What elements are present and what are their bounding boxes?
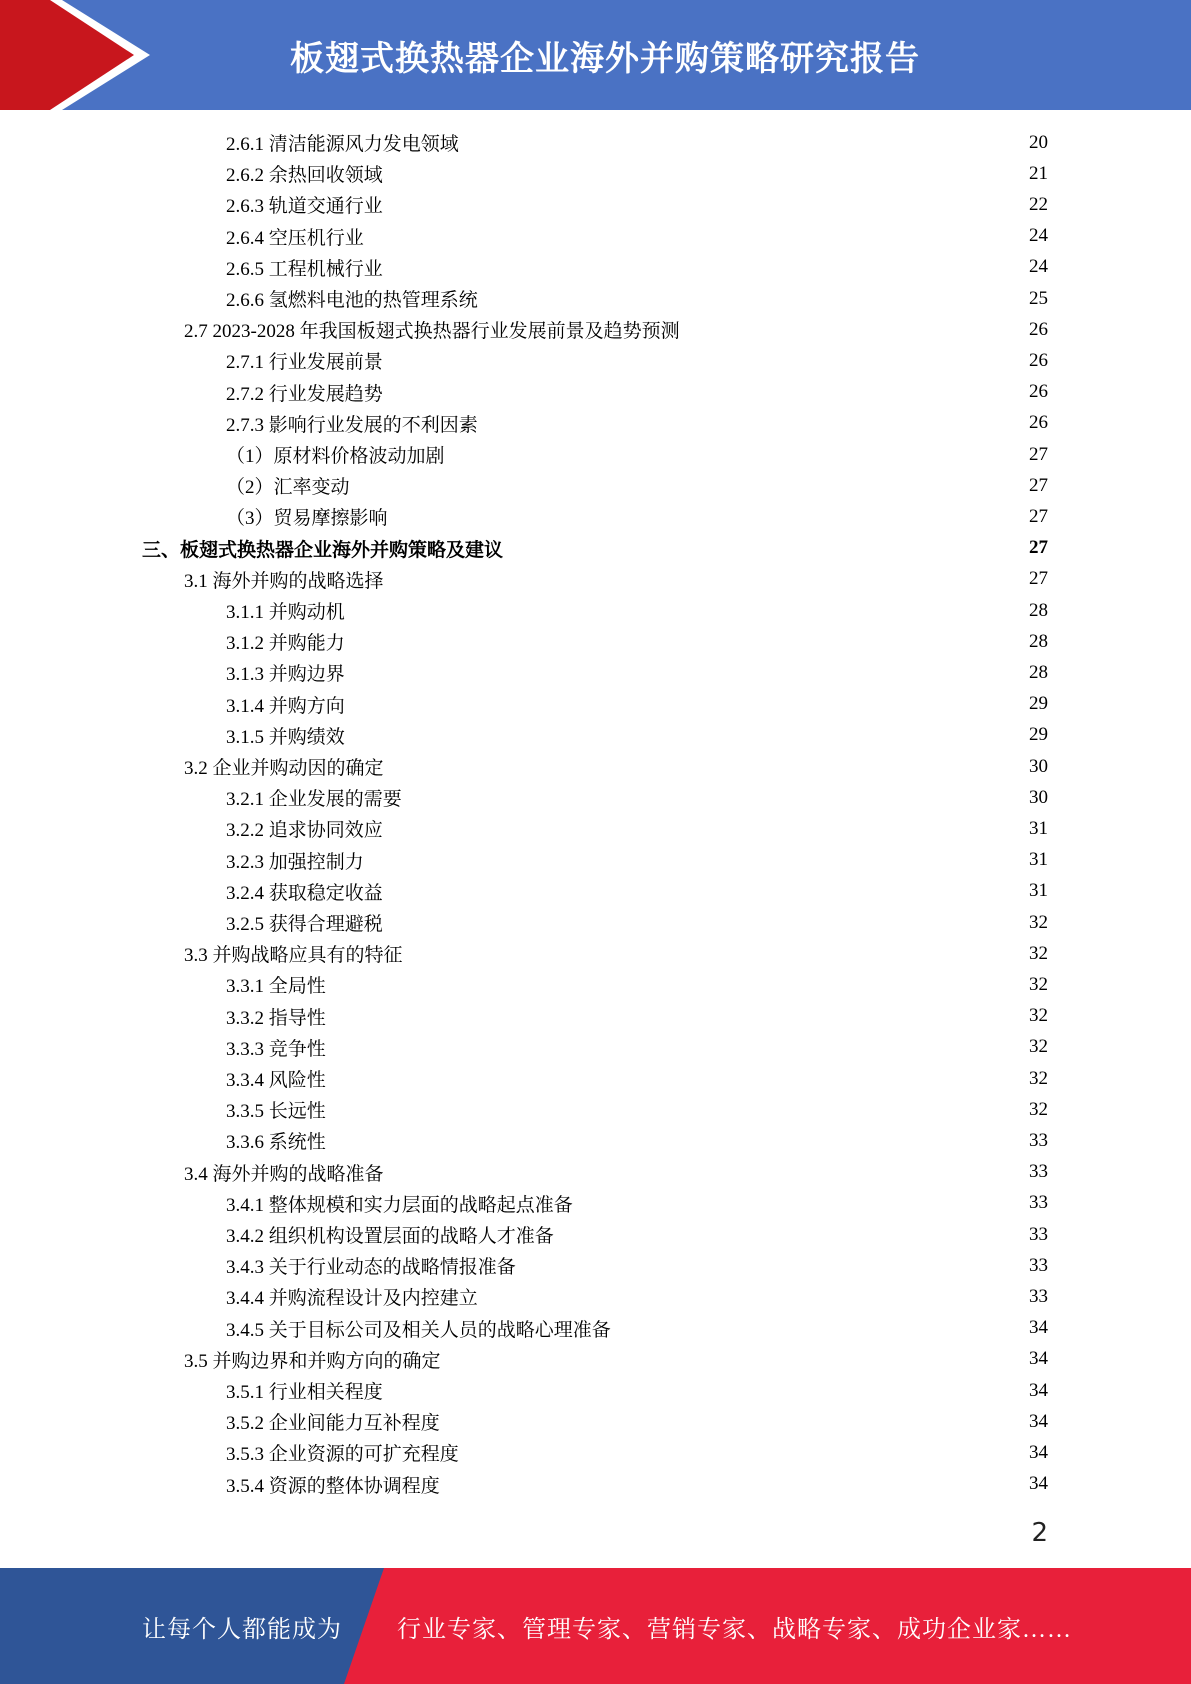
toc-entry-title: 3.5 并购边界和并购方向的确定 [184, 1350, 441, 1372]
toc-entry[interactable] [226, 595, 1048, 626]
toc-entry[interactable] [226, 626, 1048, 657]
toc-entry[interactable] [226, 845, 1048, 876]
toc-dot-leader [330, 1100, 1027, 1119]
toc-entry-title: 3.3.1 全局性 [226, 976, 326, 998]
toc-entry-title: 3.2.3 加强控制力 [226, 851, 364, 873]
toc-entry-title: 3.2.2 追求协同效应 [226, 820, 383, 842]
toc-entry-page: 33 [1029, 1285, 1048, 1307]
toc-entry-page: 34 [1029, 1348, 1048, 1370]
toc-dot-leader [387, 882, 1027, 901]
footer-band [0, 1568, 1191, 1684]
toc-dot-leader [615, 1319, 1027, 1338]
toc-dot-leader [387, 913, 1027, 932]
toc-entry-title: （2）汇率变动 [226, 477, 350, 499]
toc-dot-leader [387, 195, 1027, 214]
toc-entry-title: 3.3 并购战略应具有的特征 [184, 945, 403, 967]
footer-slogan-left: 让每个人都能成为 [142, 1616, 342, 1643]
toc-entry[interactable] [226, 1313, 1048, 1344]
toc-entry-page: 21 [1029, 162, 1048, 184]
toc-dot-leader [349, 663, 1027, 682]
toc-entry-title: 3.4.3 关于行业动态的战略情报准备 [226, 1257, 516, 1279]
toc-entry-page: 32 [1029, 911, 1048, 933]
toc-entry-title: 3.4.5 关于目标公司及相关人员的战略心理准备 [226, 1319, 611, 1341]
toc-entry[interactable] [226, 907, 1048, 938]
toc-entry[interactable] [226, 969, 1048, 1000]
toc-entry[interactable] [226, 1250, 1048, 1281]
toc-dot-leader [368, 227, 1027, 246]
toc-dot-leader [463, 1443, 1027, 1462]
header-band [0, 0, 1191, 110]
toc-entry-title: 2.6.2 余热回收领域 [226, 165, 383, 187]
toc-entry-title: 3.4.1 整体规模和实力层面的战略起点准备 [226, 1194, 573, 1216]
toc-dot-leader [349, 726, 1027, 745]
toc-entry-page: 34 [1029, 1441, 1048, 1463]
toc-entry[interactable] [226, 1219, 1048, 1250]
toc-dot-leader [482, 414, 1027, 433]
toc-entry-title: 3.5.4 资源的整体协调程度 [226, 1475, 440, 1497]
toc-entry-title: 3.1 海外并购的战略选择 [184, 570, 384, 592]
toc-entry-page: 34 [1029, 1473, 1048, 1495]
toc-entry-page: 34 [1029, 1410, 1048, 1432]
toc-entry-title: 3.2 企业并购动因的确定 [184, 758, 384, 779]
toc-entry[interactable] [226, 1437, 1048, 1468]
toc-entry-title: 3.2.5 获得合理避税 [226, 914, 383, 935]
toc-entry-page: 32 [1029, 1098, 1048, 1120]
toc-entry-title: 3.4.2 组织机构设置层面的战略人才准备 [226, 1226, 554, 1247]
toc-entry-title: 3.2.1 企业发展的需要 [226, 789, 402, 811]
toc-dot-leader [330, 1069, 1027, 1088]
toc-entry-title: 3.4.4 并购流程设计及内控建立 [226, 1288, 478, 1310]
toc-entry[interactable] [226, 1063, 1048, 1094]
toc-entry-title: 3.5.3 企业资源的可扩充程度 [226, 1444, 459, 1466]
toc-entry-page: 27 [1029, 505, 1048, 527]
toc-dot-leader [387, 383, 1027, 402]
toc-dot-leader [482, 1287, 1027, 1306]
toc-entry-page: 24 [1029, 256, 1048, 278]
toc-entry-page: 33 [1029, 1254, 1048, 1276]
toc-entry[interactable] [226, 1188, 1048, 1219]
toc-entry-title: 3.1.4 并购方向 [226, 695, 345, 717]
toc-entry[interactable] [226, 1125, 1048, 1156]
toc-dot-leader [349, 601, 1027, 620]
toc-entry[interactable] [226, 876, 1048, 907]
toc-entry-page: 28 [1029, 630, 1048, 652]
toc-entry[interactable] [184, 751, 1048, 782]
toc-entry[interactable] [226, 377, 1048, 408]
toc-entry-title: 3.1.3 并购边界 [226, 664, 345, 686]
toc-entry[interactable] [226, 1094, 1048, 1125]
toc-entry-title: 3.5.1 行业相关程度 [226, 1382, 383, 1403]
toc-entry-page: 24 [1029, 225, 1048, 247]
toc-entry-page: 26 [1029, 381, 1048, 403]
toc-dot-leader [507, 539, 1027, 558]
toc-entry-page: 31 [1029, 880, 1048, 902]
toc-entry-title: （1）原材料价格波动加剧 [226, 446, 445, 467]
page-number: 2 [1031, 1518, 1048, 1548]
toc-entry-page: 25 [1029, 287, 1048, 309]
report-title: 板翅式换热器企业海外并购策略研究报告 [290, 38, 920, 79]
toc-entry[interactable] [226, 252, 1048, 283]
toc-entry[interactable] [184, 938, 1048, 969]
toc-entry-page: 29 [1029, 693, 1048, 715]
toc-dot-leader [444, 1475, 1027, 1494]
toc-entry-page: 30 [1029, 755, 1048, 777]
toc-entry-page: 31 [1029, 849, 1048, 871]
toc-dot-leader [354, 476, 1027, 495]
toc-entry-title: 3.3.4 风险性 [226, 1070, 326, 1091]
toc-entry[interactable] [226, 127, 1048, 158]
toc-entry-page: 34 [1029, 1317, 1048, 1339]
toc-entry-title: 2.6.1 清洁能源风力发电领域 [226, 134, 459, 155]
toc-entry[interactable] [226, 1406, 1048, 1437]
toc-entry-title: 2.6.4 空压机行业 [226, 227, 364, 249]
toc-entry-title: 3.1.2 并购能力 [226, 633, 345, 655]
toc-entry[interactable] [226, 1375, 1048, 1406]
toc-entry-title: （3）贸易摩擦影响 [226, 508, 388, 530]
toc-entry-page: 32 [1029, 1067, 1048, 1089]
toc-entry-page: 30 [1029, 786, 1048, 808]
toc-entry-title: 2.6.3 轨道交通行业 [226, 196, 383, 218]
toc-entry-page: 26 [1029, 349, 1048, 371]
toc-entry-page: 26 [1029, 318, 1048, 340]
toc-entry-page: 20 [1029, 131, 1048, 153]
toc-dot-leader [520, 1256, 1027, 1275]
toc-entry[interactable] [226, 189, 1048, 220]
toc-entry-title: 3.3.3 竞争性 [226, 1038, 326, 1060]
toc-entry-page: 28 [1029, 661, 1048, 683]
toc-dot-leader [349, 695, 1027, 714]
toc-entry[interactable] [226, 283, 1048, 314]
toc-entry[interactable] [226, 470, 1048, 501]
toc-dot-leader [407, 944, 1027, 963]
toc-entry[interactable] [184, 564, 1048, 595]
toc-entry[interactable] [184, 1157, 1048, 1188]
toc-entry[interactable] [226, 501, 1048, 532]
toc-entry-page: 33 [1029, 1192, 1048, 1214]
toc-entry[interactable] [226, 408, 1048, 439]
toc-entry-page: 32 [1029, 1036, 1048, 1058]
toc-dot-leader [330, 975, 1027, 994]
toc-entry[interactable] [226, 720, 1048, 751]
toc-entry-page: 34 [1029, 1379, 1048, 1401]
toc-dot-leader [349, 632, 1027, 651]
toc-dot-leader [387, 351, 1027, 370]
toc-entry[interactable] [226, 345, 1048, 376]
toc-entry[interactable] [184, 314, 1048, 345]
toc-entry-title: 3.2.4 获取稳定收益 [226, 882, 383, 904]
toc-dot-leader [387, 1381, 1027, 1400]
toc-entry-title: 2.7.1 行业发展前景 [226, 352, 383, 374]
toc-entry-title: 2.7.3 影响行业发展的不利因素 [226, 414, 478, 436]
toc-dot-leader [388, 570, 1027, 589]
toc-entry-title: 2.6.5 工程机械行业 [226, 258, 383, 280]
toc-entry[interactable] [226, 439, 1048, 470]
toc-entry-page: 27 [1029, 568, 1048, 590]
toc-entry-page: 27 [1029, 443, 1048, 465]
toc-entry[interactable] [184, 1344, 1048, 1375]
toc-dot-leader [388, 757, 1027, 776]
toc-entry-title: 3.3.5 长远性 [226, 1101, 326, 1123]
toc-entry-page: 27 [1029, 537, 1048, 559]
toc-entry-title: 三、板翅式换热器企业海外并购策略及建议 [142, 539, 504, 561]
toc-dot-leader [330, 1131, 1027, 1150]
toc-entry[interactable] [226, 813, 1048, 844]
toc-dot-leader [482, 289, 1027, 308]
toc-entry[interactable] [226, 657, 1048, 688]
toc-entry-page: 33 [1029, 1223, 1048, 1245]
toc-entry-page: 26 [1029, 412, 1048, 434]
toc-dot-leader [387, 164, 1027, 183]
toc-entry[interactable] [226, 782, 1048, 813]
toc-entry[interactable] [226, 1469, 1048, 1500]
toc-dot-leader [684, 320, 1027, 339]
toc-dot-leader [392, 507, 1027, 526]
toc-entry-title: 3.1.1 并购动机 [226, 602, 345, 623]
toc-entry-title: 3.1.5 并购绩效 [226, 726, 345, 748]
toc-dot-leader [330, 1007, 1027, 1026]
toc-entry-title: 2.6.6 氢燃料电池的热管理系统 [226, 290, 478, 311]
toc-entry-title: 2.7 2023-2028 年我国板翅式换热器行业发展前景及趋势预测 [184, 321, 680, 343]
toc-dot-leader [387, 819, 1027, 838]
toc-dot-leader [449, 445, 1027, 464]
toc-entry-page: 22 [1029, 193, 1048, 215]
toc-entry-page: 33 [1029, 1161, 1048, 1183]
toc-dot-leader [577, 1194, 1027, 1213]
toc-dot-leader [406, 788, 1027, 807]
toc-entry-page: 32 [1029, 1005, 1048, 1027]
toc-entry-page: 33 [1029, 1129, 1048, 1151]
toc-entry-page: 32 [1029, 973, 1048, 995]
toc-entry[interactable] [226, 221, 1048, 252]
toc-dot-leader [387, 258, 1027, 277]
toc-entry[interactable] [226, 158, 1048, 189]
toc-dot-leader [558, 1225, 1027, 1244]
toc-dot-leader [368, 851, 1027, 870]
toc-entry[interactable] [142, 533, 1048, 564]
toc-entry-page: 31 [1029, 817, 1048, 839]
toc-dot-leader [445, 1350, 1027, 1369]
toc-entry[interactable] [226, 689, 1048, 720]
footer-slogan-right: 行业专家、管理专家、营销专家、战略专家、成功企业家…… [397, 1616, 1072, 1643]
toc-entry-title: 3.5.2 企业间能力互补程度 [226, 1413, 440, 1435]
toc-entry-title: 3.3.2 指导性 [226, 1007, 326, 1029]
toc-dot-leader [444, 1412, 1027, 1431]
toc-entry-page: 28 [1029, 599, 1048, 621]
toc-dot-leader [330, 1038, 1027, 1057]
toc-entry[interactable] [226, 1032, 1048, 1063]
toc-dot-leader [388, 1163, 1027, 1182]
toc-entry[interactable] [226, 1281, 1048, 1312]
toc-entry-page: 32 [1029, 942, 1048, 964]
toc-entry-title: 2.7.2 行业发展趋势 [226, 383, 383, 405]
toc-entry-page: 29 [1029, 724, 1048, 746]
toc-dot-leader [463, 133, 1027, 152]
toc-entry-title: 3.3.6 系统性 [226, 1132, 326, 1154]
toc-entry[interactable] [226, 1001, 1048, 1032]
toc-entry-page: 27 [1029, 474, 1048, 496]
toc-entry-title: 3.4 海外并购的战略准备 [184, 1163, 384, 1185]
